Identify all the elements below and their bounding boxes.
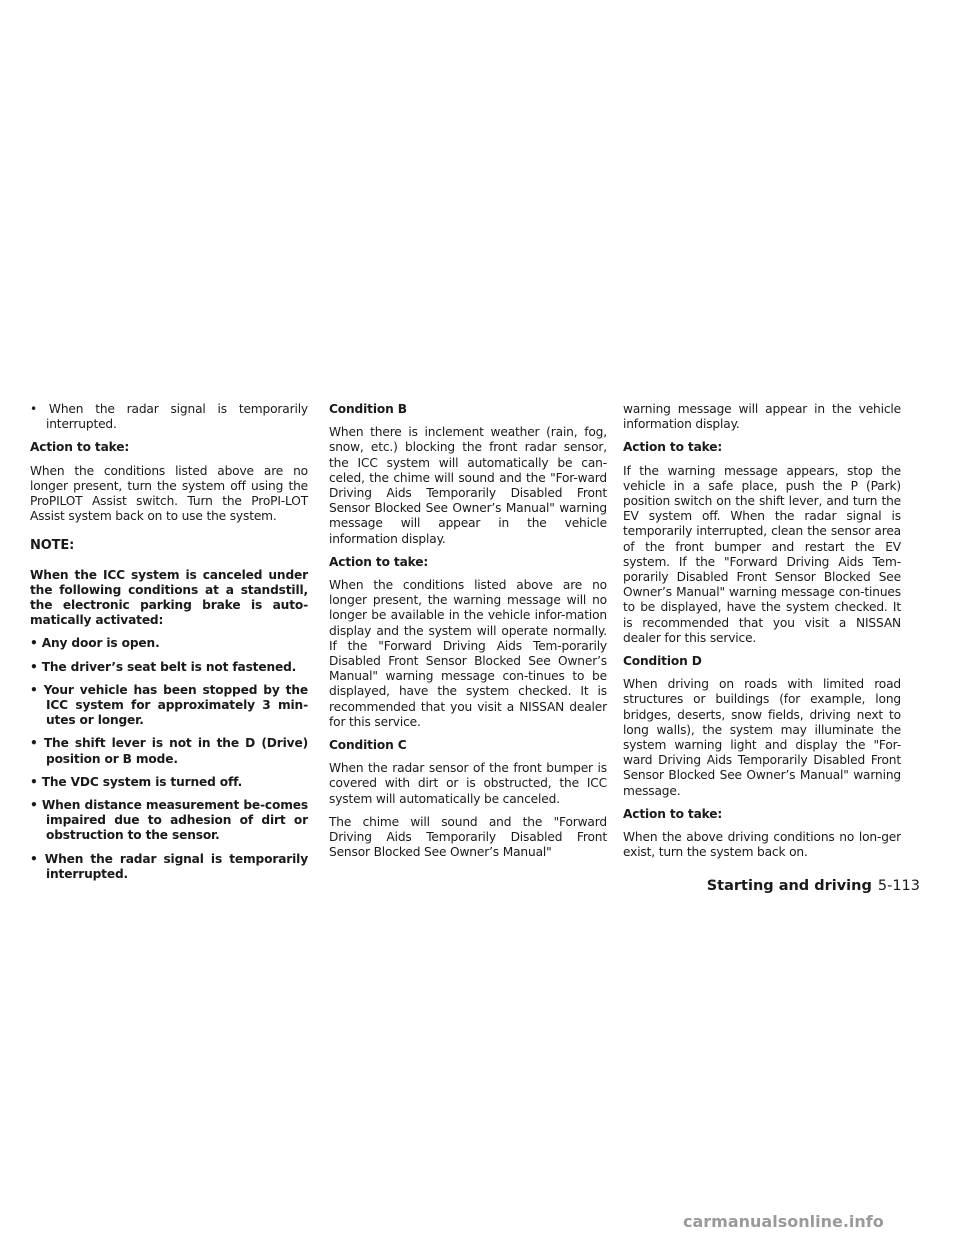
page-footer xyxy=(707,878,920,894)
condition-b-paragraph: When there is inclement weather (rain, fog, snow, etc.) blocking the front radar sensor, the ICC system will automatically be can-celed, the chime will sound and the "For-ward Driving Aids Temporarily Disabled Front Sensor Blocked See Owner’s Manual" warning message will appear in the vehicle information display. xyxy=(329,425,607,546)
condition-d-heading: Condition D xyxy=(623,654,702,669)
note-item: • When the radar signal is temporarily interrupted. xyxy=(30,851,308,881)
action-paragraph: When the above driving conditions no lon-ger exist, turn the system back on. xyxy=(623,830,901,860)
note-item: • When distance measurement be-comes impaired due to adhesion of dirt or obstruction to the sensor. xyxy=(30,798,308,843)
section-title: Starting and driving xyxy=(706,878,872,894)
action-paragraph: When the conditions listed above are no longer present, the warning message will no longer be available in the vehicle infor-mation display and the system will operate normally. If the "Forward Driving Aids Tem-porarily Disabled Front Sensor Blocked See Owner’s Manual" warning message con-tinues to be displayed, have the system checked. It is recommended that you visit a NISSAN dealer for this service. xyxy=(329,578,607,729)
action-heading: Action to take: xyxy=(623,806,723,821)
action-heading: Action to take: xyxy=(329,554,429,569)
condition-c-paragraph: When the radar sensor of the front bumper is covered with dirt or is obstructed, the ICC system will automatically be canceled. xyxy=(329,761,607,806)
note-item: • The shift lever is not in the D (Drive) position or B mode. xyxy=(30,736,308,766)
text-column-3 xyxy=(623,402,901,868)
watermark-text: carmanualsonline.info xyxy=(683,1212,884,1231)
note-item: • The VDC system is turned off. xyxy=(30,774,243,789)
text-column-1 xyxy=(30,402,308,890)
note-item: • Any door is open. xyxy=(30,636,160,651)
condition-c-paragraph-2: The chime will sound and the "Forward Driving Aids Temporarily Disabled Front Sensor Blocked See Owner’s Manual" xyxy=(329,814,607,860)
continued-paragraph: warning message will appear in the vehicle information display. xyxy=(623,402,901,432)
condition-b-heading: Condition B xyxy=(329,402,407,416)
note-intro: When the ICC system is canceled under the following conditions at a standstill, the electronic parking brake is auto-matically activated: xyxy=(30,567,308,628)
note-item: • Your vehicle has been stopped by the ICC system for approximately 3 min-utes or longer. xyxy=(30,682,308,728)
note-heading: NOTE: xyxy=(30,538,75,554)
text-column-2 xyxy=(329,402,607,868)
action-paragraph: When the conditions listed above are no longer present, turn the system off using the ProPILOT Assist switch. Turn the ProPI-LOT Assist system back on to use the system. xyxy=(30,463,308,524)
note-item: • The driver’s seat belt is not fastened. xyxy=(30,659,297,674)
action-paragraph: If the warning message appears, stop the vehicle in a safe place, push the P (Park) position switch on the shift lever, and turn the EV system off. When the radar signal is temporarily interrupted, clean the sensor area of the front bumper and restart the EV system. If the "Forward Driving Aids Tem-porarily Disabled Front Sensor Blocked See Owner’s Manual" warning message con-tinues to be displayed, have the system checked. It is recommended that you visit a NISSAN dealer for this service. xyxy=(623,463,901,645)
bullet-radar-interrupted: • When the radar signal is temporarily interrupted. xyxy=(30,402,308,432)
action-heading: Action to take: xyxy=(30,440,130,455)
condition-c-heading: Condition C xyxy=(329,738,407,753)
condition-d-paragraph: When driving on roads with limited road structures or buildings (for example, long bridges, deserts, snow fields, driving next to long walls), the system may illuminate the system warning light and display the "For-ward Driving Aids Temporarily Disabled Front Sensor Blocked See Owner’s Manual" warning message. xyxy=(623,677,901,798)
page-number: 5-113 xyxy=(877,878,920,894)
action-heading: Action to take: xyxy=(623,440,723,455)
